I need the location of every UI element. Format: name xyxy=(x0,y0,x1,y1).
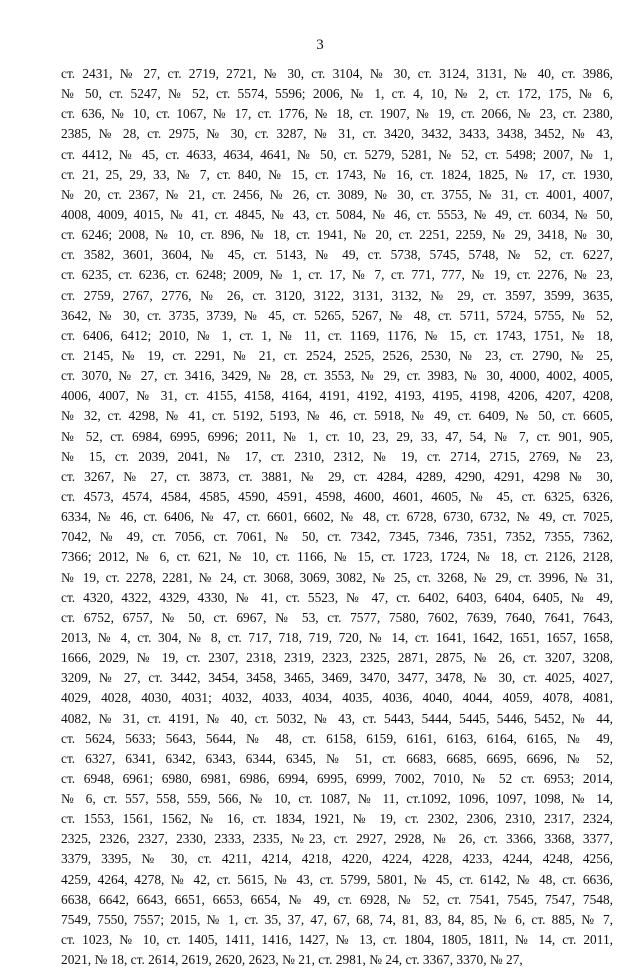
text-line: № 6, ст. 557, 558, 559, 566, № 10, ст. 1087, № 11, ст.1092, 1096, 1097, 1098, № 14, xyxy=(61,791,613,807)
text-line: ст. 6406, 6412; 2010, № 1, ст. 1, № 11, ст. 1169, 1176, № 15, ст. 1743, 1751, № 18, xyxy=(61,327,613,343)
text-line: № 19, ст. 2278, 2281, № 24, ст. 3068, 3069, 3082, № 25, ст. 3268, № 29, ст. 3996, № 31, xyxy=(61,569,613,585)
text-line: 2325, 2326, 2327, 2330, 2333, 2335, №23, ст. 2927, 2928, № 26, ст. 3366, 3368, 3377, xyxy=(61,831,613,847)
text-line: 4082, № 31, ст. 4191, № 40, ст. 5032, № 43, ст. 5443, 5444, 5445, 5446, 5452, № 44, xyxy=(61,710,613,726)
text-line: ст. 6752, 6757, № 50, ст. 6967, № 53, ст. 7577, 7580, 7602, 7639, 7640, 7641, 7643, xyxy=(61,609,613,625)
text-line: 4029, 4028, 4030, 4031; 4032, 4033, 4034, 4035, 4036, 4040, 4044, 4059, 4078, 4081, xyxy=(61,690,613,706)
text-line: № 20, ст. 2367, № 21, ст. 2456, № 26, ст. 3089, № 30, ст. 3755, № 31, ст. 4001, 4007, xyxy=(61,186,613,202)
text-line: 3209, № 27, ст. 3442, 3454, 3458, 3465, 3469, 3470, 3477, 3478, № 30, ст. 4025, 4027, xyxy=(61,670,613,686)
text-line: 2013, № 4, ст. 304, № 8, ст. 717, 718, 719, 720, № 14, ст. 1641, 1642, 1651, 1657, 1658, xyxy=(61,629,613,645)
text-line: ст. 2759, 2767, 2776, № 26, ст. 3120, 3122, 3131, 3132, № 29, ст. 3597, 3599, 3635, xyxy=(61,287,613,303)
text-line: ст. 3070, № 27, ст. 3416, 3429, № 28, ст. 3553, № 29, ст. 3983, № 30, 4000, 4002, 4005, xyxy=(61,368,613,384)
text-line: 7366; 2012, № 6, ст. 621, № 10, ст. 1166, № 15, ст. 1723, 1724, № 18, ст. 2126, 2128, xyxy=(61,549,613,565)
text-line: ст. 4573, 4574, 4584, 4585, 4590, 4591, 4598, 4600, 4601, 4605, № 45, ст. 6325, 6326, xyxy=(61,488,613,504)
text-line: ст. 2145, № 19, ст. 2291, № 21, ст. 2524, 2525, 2526, 2530, № 23, ст. 2790, № 25, xyxy=(61,347,613,363)
page-number: 3 xyxy=(316,37,324,53)
text-line: ст. 1023, № 10, ст. 1405, 1411, 1416, 1427, № 13, ст. 1804, 1805, 1811, № 14, ст. 2011, xyxy=(61,932,613,948)
text-line: 2021, № 18, ст. 2614, 2619, 2620, 2623, № 21, ст. 2981, № 24, ст. 3367, 3370, № 27, xyxy=(61,952,523,968)
text-line: 3642, № 30, ст. 3735, 3739, № 45, ст. 5265, 5267, № 48, ст. 5711, 5724, 5755, № 52, xyxy=(61,307,613,323)
text-line: 6638, 6642, 6643, 6651, 6653, 6654, № 49, ст. 6928, № 52, ст. 7541, 7545, 7547, 7548, xyxy=(61,891,613,907)
text-line: ст. 2431, № 27, ст. 2719, 2721, № 30, ст. 3104, № 30, ст. 3124, 3131, № 40, ст. 3986, xyxy=(61,66,613,81)
text-line: ст. 6235, ст. 6236, ст. 6248; 2009, № 1, ст. 17, № 7, ст. 771, 777, № 19, ст. 2276, № 23, xyxy=(61,267,613,283)
text-line: ст. 636, № 10, ст. 1067, № 17, ст. 1776, № 18, ст. 1907, № 19, ст. 2066, № 23, ст. 2380, xyxy=(61,106,613,122)
text-line: 4259, 4264, 4278, № 42, ст. 5615, № 43, ст. 5799, 5801, № 45, ст. 6142, № 48, ст. 6636, xyxy=(61,871,613,887)
text-line: 3379, 3395, № 30, ст. 4211, 4214, 4218, 4220, 4224, 4228, 4233, 4244, 4248, 4256, xyxy=(61,851,613,867)
text-line: № 15, ст. 2039, 2041, № 17, ст. 2310, 2312, № 19, ст. 2714, 2715, 2769, № 23, xyxy=(61,448,613,464)
text-line: ст. 4412, № 45, ст. 4633, 4634, 4641, № 50, ст. 5279, 5281, № 52, ст. 5498; 2007, № 1, xyxy=(61,146,613,162)
text-line: ст. 5624, 5633; 5643, 5644, № 48, ст. 6158, 6159, 6161, 6163, 6164, 6165, № 49, xyxy=(61,730,613,746)
document-body-text xyxy=(61,64,613,970)
text-line: ст. 6948, 6961; 6980, 6981, 6986, 6994, 6995, 6999, 7002, 7010, № 52 ст. 6953; 2014, xyxy=(61,770,613,786)
text-line: ст. 6246; 2008, № 10, ст. 896, № 18, ст. 1941, № 20, ст. 2251, 2259, № 29, 3418, № 30, xyxy=(61,227,613,243)
text-line: ст. 4320, 4322, 4329, 4330, № 41, ст. 5523, № 47, ст. 6402, 6403, 6404, 6405, № 49, xyxy=(61,589,613,605)
text-line: ст. 21, 25, 29, 33, № 7, ст. 840, № 15, ст. 1743, № 16, ст. 1824, 1825, № 17, ст. 1930, xyxy=(61,166,613,182)
text-line: 2385, № 28, ст. 2975, № 30, ст. 3287, № 31, ст. 3420, 3432, 3433, 3438, 3452, № 43, xyxy=(61,126,613,142)
text-line: 1666, 2029, № 19, ст. 2307, 2318, 2319, 2323, 2325, 2871, 2875, № 26, ст. 3207, 3208, xyxy=(61,650,613,666)
text-line: ст. 3267, № 27, ст. 3873, ст. 3881, № 29, ст. 4284, 4289, 4290, 4291, 4298 № 30, xyxy=(61,468,613,484)
text-line: 7549, 7550, 7557; 2015, № 1, ст. 35, 37, 47, 67, 68, 74, 81, 83, 84, 85, № 6, ст. 885, № 7, xyxy=(61,911,613,927)
text-line: № 32, ст. 4298, № 41, ст. 5192, 5193, № 46, ст. 5918, № 49, ст. 6409, № 50, ст. 6605, xyxy=(61,408,613,424)
text-line: 7042, № 49, ст. 7056, ст. 7061, № 50, ст. 7342, 7345, 7346, 7351, 7352, 7355, 7362, xyxy=(61,529,613,545)
text-line: ст. 1553, 1561, 1562, № 16, ст. 1834, 1921, № 19, ст. 2302, 2306, 2310, 2317, 2324, xyxy=(61,811,613,827)
text-line: 6334, № 46, ст. 6406, № 47, ст. 6601, 6602, № 48, ст. 6728, 6730, 6732, № 49, ст. 7025, xyxy=(61,509,613,525)
text-line: ст. 3582, 3601, 3604, № 45, ст. 5143, № 49, ст. 5738, 5745, 5748, № 52, ст. 6227, xyxy=(61,247,613,263)
text-line: ст. 6327, 6341, 6342, 6343, 6344, 6345, № 51, ст. 6683, 6685, 6695, 6696, № 52, xyxy=(61,750,613,766)
text-line: № 50, ст. 5247, № 52, ст. 5574, 5596; 2006, № 1, ст. 4, 10, № 2, ст. 172, 175, № 6, xyxy=(61,86,613,102)
text-line: № 52, ст. 6984, 6995, 6996; 2011, № 1, ст. 10, 23, 29, 33, 47, 54, № 7, ст. 901, 905, xyxy=(61,428,613,444)
text-line: 4006, 4007, № 31, ст. 4155, 4158, 4164, 4191, 4192, 4193, 4195, 4198, 4206, 4207, 4208, xyxy=(61,388,613,404)
text-line: 4008, 4009, 4015, № 41, ст. 4845, № 43, ст. 5084, № 46, ст. 5553, № 49, ст. 6034, № 50, xyxy=(61,206,613,222)
